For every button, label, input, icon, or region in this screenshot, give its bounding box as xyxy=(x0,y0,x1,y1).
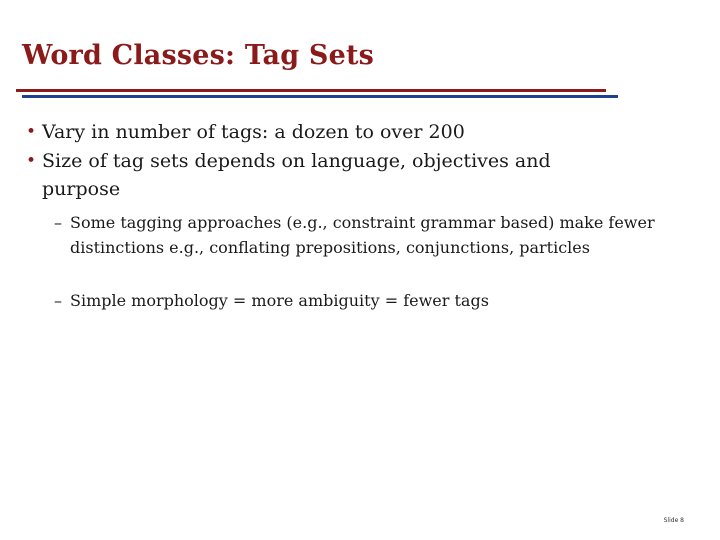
bullet-text: Size of tag sets depends on language, objectives and purpose xyxy=(42,150,551,200)
bullet-marker: • xyxy=(26,122,37,142)
title-underline-blue xyxy=(22,95,618,98)
sub-bullet-text: Some tagging approaches (e.g., constraint grammar based) make fewer distinctions e.g., conflating prepositions, conjunctions, particles xyxy=(70,213,655,257)
bullet-item xyxy=(26,118,642,146)
bullet-item xyxy=(26,147,602,203)
sub-bullet-marker: – xyxy=(54,213,62,232)
sub-bullet-marker: – xyxy=(54,291,62,310)
slide-number: Slide 8 xyxy=(663,517,684,524)
title-underline-red xyxy=(16,89,606,92)
sub-bullet-text: Simple morphology = more ambiguity = fewer tags xyxy=(70,291,489,310)
bullet-text: Vary in number of tags: a dozen to over 200 xyxy=(42,121,465,143)
sub-bullet-item xyxy=(54,288,670,313)
slide-title: Word Classes: Tag Sets xyxy=(22,40,375,71)
sub-bullet-item xyxy=(54,210,660,260)
bullet-marker: • xyxy=(26,151,37,171)
